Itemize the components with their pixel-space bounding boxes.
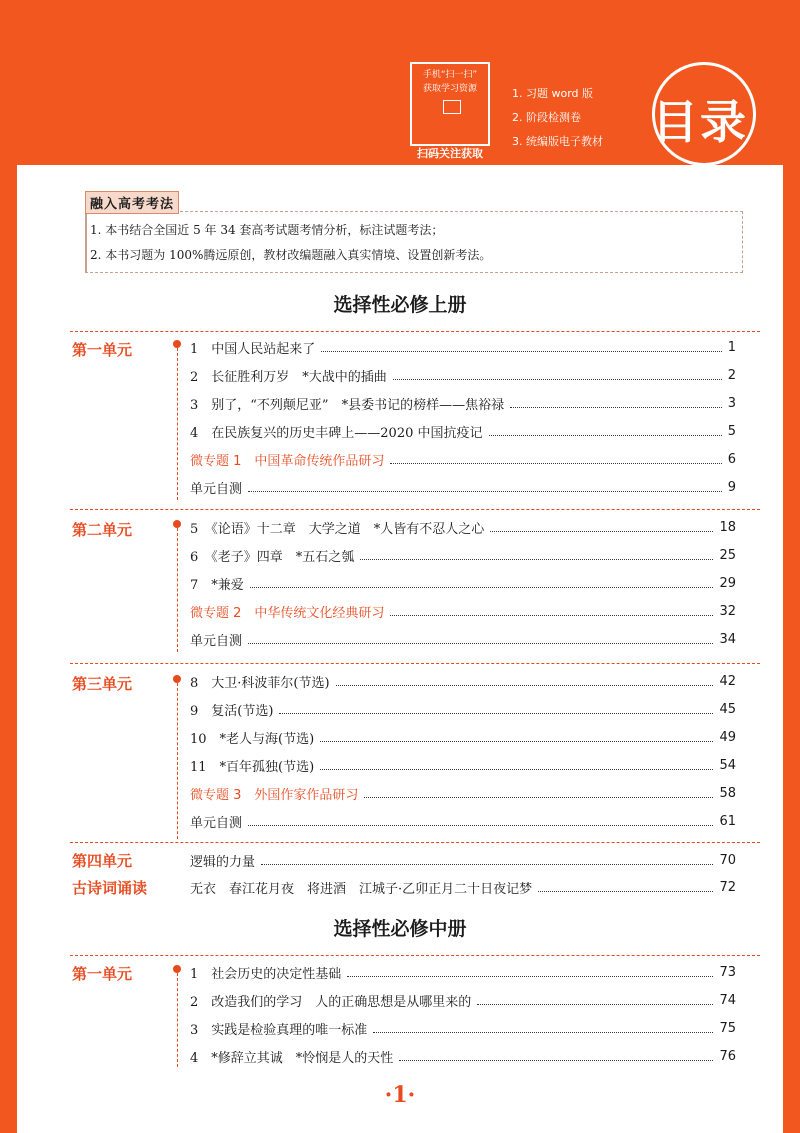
entry-page: 34 xyxy=(719,631,736,647)
note-line-2: 2. 本书习题为 100%腾远原创，教材改编题融入真实情境、设置创新考法。 xyxy=(90,248,492,262)
entry-page: 42 xyxy=(719,673,736,689)
unit-dot xyxy=(173,675,181,683)
dot-leader xyxy=(510,407,722,408)
dot-leader xyxy=(248,825,713,826)
entry-page: 5 xyxy=(727,423,736,439)
unit-label: 第四单元 xyxy=(72,852,133,870)
entry-page: 2 xyxy=(727,367,736,383)
entry-title: 无衣 春江花月夜 将进酒 江城子·乙卯正月二十日夜记梦 xyxy=(190,881,533,897)
unit-label: 第二单元 xyxy=(72,521,133,539)
dot-leader xyxy=(347,976,713,977)
dot-leader xyxy=(320,741,713,742)
unit-label: 第一单元 xyxy=(72,965,133,983)
book-icon xyxy=(443,100,461,114)
resource-item: 2. 阶段检测卷 xyxy=(512,111,581,124)
entry-title: 2 改造我们的学习 人的正确思想是从哪里来的 xyxy=(190,994,472,1010)
dot-leader xyxy=(390,615,713,616)
unit-line xyxy=(177,683,178,839)
entry-title: 11 *百年孤独(节选) xyxy=(190,759,315,775)
dot-leader xyxy=(279,713,713,714)
entry-title: 单元自测 xyxy=(190,815,243,831)
resource-item: 3. 统编版电子教材 xyxy=(512,135,603,148)
entry-page: 72 xyxy=(719,879,736,895)
entry-page: 18 xyxy=(719,519,736,535)
dot-leader xyxy=(360,559,713,560)
dot-leader xyxy=(489,435,722,436)
entry-page: 49 xyxy=(719,729,736,745)
entry-title: 10 *老人与海(节选) xyxy=(190,731,315,747)
dot-leader xyxy=(336,685,714,686)
toc-entry[interactable] xyxy=(190,783,736,803)
unit-label: 第一单元 xyxy=(72,341,133,359)
entry-page: 29 xyxy=(719,575,736,591)
qr-line-1: 手机“扫一扫” xyxy=(422,70,478,80)
entry-page: 54 xyxy=(719,757,736,773)
dot-leader xyxy=(393,379,722,380)
toc-entry[interactable] xyxy=(190,517,736,537)
toc-entry[interactable] xyxy=(190,629,736,649)
entry-page: 76 xyxy=(719,1048,736,1064)
volume-title: 选择性必修上册 xyxy=(333,294,467,316)
entry-title: 微专题 2 中华传统文化经典研习 xyxy=(190,605,385,621)
page-title: 目录 xyxy=(652,95,748,149)
toc-entry[interactable] xyxy=(190,1018,736,1038)
entry-title: 5 《论语》十二章 大学之道 *人皆有不忍人之心 xyxy=(190,521,485,537)
entry-title: 1 中国人民站起来了 xyxy=(190,341,316,357)
qr-caption: 扫码关注获取 xyxy=(417,147,483,160)
dot-leader xyxy=(248,491,722,492)
dot-leader xyxy=(538,891,713,892)
dot-leader xyxy=(250,587,714,588)
dot-leader xyxy=(248,643,713,644)
entry-title: 逻辑的力量 xyxy=(190,854,256,870)
page-number: ·1· xyxy=(384,1082,416,1108)
entry-page: 70 xyxy=(719,852,736,868)
dot-leader xyxy=(373,1032,713,1033)
entry-page: 9 xyxy=(727,479,736,495)
toc-entry[interactable] xyxy=(190,727,736,747)
unit-line xyxy=(177,973,178,1067)
entry-title: 微专题 3 外国作家作品研习 xyxy=(190,787,359,803)
divider xyxy=(70,663,760,664)
divider xyxy=(70,842,760,843)
dot-leader xyxy=(390,463,721,464)
dot-leader xyxy=(261,864,713,865)
entry-title: 2 长征胜利万岁 *大战中的插曲 xyxy=(190,369,387,385)
resource-item: 1. 习题 word 版 xyxy=(512,87,594,100)
toc-entry[interactable] xyxy=(190,545,736,565)
toc-entry[interactable] xyxy=(190,877,736,897)
entry-page: 75 xyxy=(719,1020,736,1036)
dot-leader xyxy=(477,1004,713,1005)
dot-leader xyxy=(321,351,721,352)
toc-entry[interactable] xyxy=(190,477,736,497)
qr-code[interactable] xyxy=(410,62,490,146)
entry-title: 单元自测 xyxy=(190,481,243,497)
toc-entry[interactable] xyxy=(190,671,736,691)
entry-title: 单元自测 xyxy=(190,633,243,649)
toc-entry[interactable] xyxy=(190,755,736,775)
resource-list xyxy=(512,84,603,156)
entry-page: 74 xyxy=(719,992,736,1008)
entry-page: 1 xyxy=(727,339,736,355)
entry-page: 61 xyxy=(719,813,736,829)
unit-line xyxy=(177,528,178,652)
qr-line-2: 获取学习资源 xyxy=(422,84,477,94)
entry-page: 25 xyxy=(719,547,736,563)
dot-leader xyxy=(364,797,713,798)
entry-title: 8 大卫·科波菲尔(节选) xyxy=(190,675,330,691)
unit-dot xyxy=(173,520,181,528)
toc-entry[interactable] xyxy=(190,699,736,719)
toc-entry[interactable] xyxy=(190,850,736,870)
dot-leader xyxy=(320,769,713,770)
toc-entry[interactable] xyxy=(190,393,736,413)
entry-title: 4 在民族复兴的历史丰碑上——2020 中国抗疫记 xyxy=(190,425,483,441)
toc-entry[interactable] xyxy=(190,1046,736,1066)
toc-entry[interactable] xyxy=(190,962,736,982)
toc-entry[interactable] xyxy=(190,601,736,621)
toc-entry[interactable] xyxy=(190,990,736,1010)
entry-page: 3 xyxy=(727,395,736,411)
note-line-1: 1. 本书结合全国近 5 年 34 套高考试题考情分析，标注试题考法； xyxy=(90,223,444,237)
entry-title: 3 实践是检验真理的唯一标准 xyxy=(190,1022,368,1038)
dot-leader xyxy=(490,531,713,532)
toc-entry[interactable] xyxy=(190,421,736,441)
entry-page: 58 xyxy=(719,785,736,801)
divider xyxy=(70,955,760,956)
unit-line xyxy=(177,348,178,500)
unit-label: 古诗词诵读 xyxy=(72,879,148,897)
divider xyxy=(70,509,760,510)
entry-title: 6 《老子》四章 *五石之瓠 xyxy=(190,549,355,565)
toc-entry[interactable] xyxy=(190,573,736,593)
unit-dot xyxy=(173,965,181,973)
notes-tag: 融入高考考法 xyxy=(85,191,179,214)
entry-title: 3 别了，“不列颠尼亚” *县委书记的榜样——焦裕禄 xyxy=(190,397,505,413)
toc-entry[interactable] xyxy=(190,365,736,385)
entry-title: 微专题 1 中国革命传统作品研习 xyxy=(190,453,385,469)
divider xyxy=(70,331,760,332)
entry-page: 73 xyxy=(719,964,736,980)
volume-title: 选择性必修中册 xyxy=(333,918,467,940)
entry-page: 45 xyxy=(719,701,736,717)
entry-title: 1 社会历史的决定性基础 xyxy=(190,966,342,982)
entry-page: 32 xyxy=(719,603,736,619)
entry-title: 7 *兼爱 xyxy=(190,577,244,593)
toc-entry[interactable] xyxy=(190,449,736,469)
entry-title: 4 *修辞立其诚 *怜悯是人的天性 xyxy=(190,1050,394,1066)
toc-entry[interactable] xyxy=(190,337,736,357)
unit-dot xyxy=(173,340,181,348)
entry-title: 9 复活(节选) xyxy=(190,703,274,719)
unit-label: 第三单元 xyxy=(72,675,133,693)
entry-page: 6 xyxy=(727,451,736,467)
dot-leader xyxy=(399,1060,713,1061)
toc-entry[interactable] xyxy=(190,811,736,831)
